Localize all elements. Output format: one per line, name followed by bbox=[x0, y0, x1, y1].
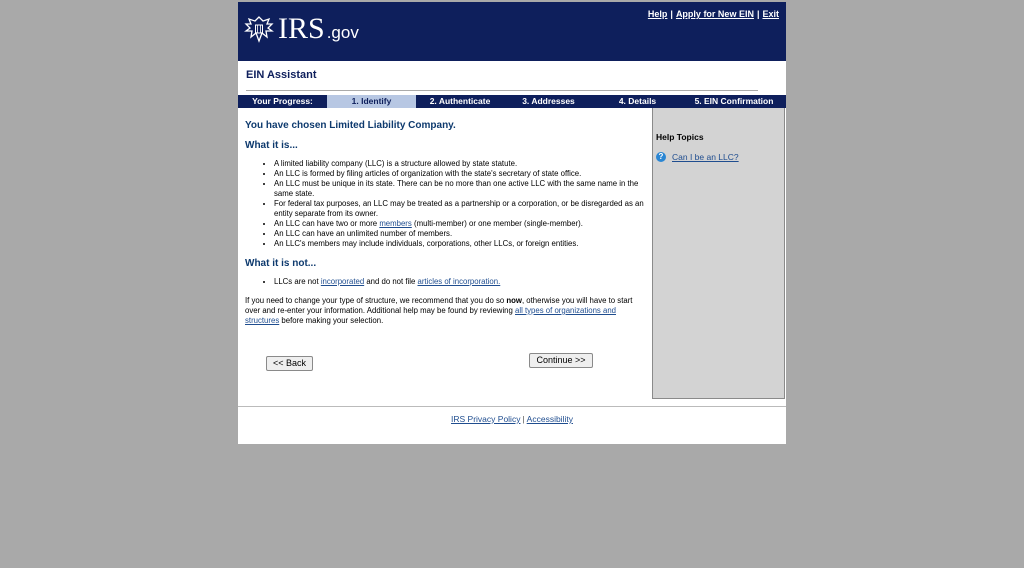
progress-bar bbox=[238, 95, 786, 108]
progress-step-identify: 1. Identify bbox=[327, 95, 416, 108]
main-content bbox=[238, 108, 652, 400]
apply-new-ein-link[interactable]: Apply for New EIN bbox=[675, 9, 754, 19]
eagle-icon bbox=[244, 15, 274, 43]
logo-text: IRS bbox=[278, 12, 325, 45]
paragraph-text: , otherwise you will have to start over and re-enter your information. Additional help may be found by reviewing bbox=[245, 296, 633, 315]
list-item-text: LLCs are not bbox=[274, 277, 321, 286]
progress-step-authenticate: 2. Authenticate bbox=[429, 96, 491, 106]
members-link[interactable]: members bbox=[379, 219, 412, 228]
paragraph-text: If you need to change your type of structure, we recommend that you do so bbox=[245, 296, 507, 305]
link-separator: | bbox=[670, 9, 673, 19]
exit-link[interactable]: Exit bbox=[762, 9, 779, 19]
logo-suffix: .gov bbox=[326, 23, 359, 42]
question-circle-icon: ? bbox=[656, 152, 666, 162]
what-it-is-list bbox=[260, 159, 644, 249]
list-item-text: (multi-member) or one member (single-member). bbox=[411, 219, 583, 228]
what-it-is-not-heading: What it is not... bbox=[245, 258, 317, 269]
paragraph-emphasis: now bbox=[506, 296, 522, 305]
page-heading: You have chosen Limited Liability Company. bbox=[245, 120, 456, 131]
accessibility-link[interactable]: Accessibility bbox=[526, 414, 573, 424]
page-container bbox=[238, 2, 786, 444]
list-item bbox=[274, 277, 644, 287]
what-it-is-heading: What it is... bbox=[245, 140, 298, 151]
what-it-is-not-list bbox=[260, 277, 644, 287]
title-divider bbox=[246, 90, 758, 91]
help-topic-link[interactable]: Can I be an LLC? bbox=[672, 152, 739, 162]
header-banner bbox=[238, 2, 786, 61]
app-title: EIN Assistant bbox=[246, 69, 317, 81]
instruction-paragraph bbox=[245, 296, 647, 326]
list-item bbox=[274, 219, 644, 229]
footer-separator: | bbox=[522, 414, 525, 424]
help-panel bbox=[652, 108, 785, 399]
progress-step-addresses: 3. Addresses bbox=[522, 96, 575, 106]
list-item: • An LLC can have an unlimited number of members. bbox=[274, 229, 644, 239]
privacy-policy-link[interactable]: IRS Privacy Policy bbox=[451, 414, 521, 424]
list-item-text: An LLC can have two or more bbox=[274, 219, 380, 228]
list-item: • An LLC is formed by filing articles of organization with the state's secretary of state office. bbox=[274, 169, 644, 179]
paragraph-text: before making your selection. bbox=[279, 316, 384, 325]
list-item: • A limited liability company (LLC) is a structure allowed by state statute. bbox=[274, 159, 644, 169]
list-item: • For federal tax purposes, an LLC may be treated as a partnership or a corporation, or be disregarded as an entity separate from its owner. bbox=[274, 199, 644, 219]
footer-divider bbox=[238, 406, 786, 407]
footer bbox=[238, 414, 786, 424]
articles-of-incorporation-link[interactable]: articles of incorporation. bbox=[417, 277, 501, 286]
progress-step-details: 4. Details bbox=[618, 96, 657, 106]
continue-button[interactable]: Continue >> bbox=[529, 353, 593, 368]
back-button[interactable]: << Back bbox=[266, 356, 313, 371]
list-item: • An LLC's members may include individuals, corporations, other LLCs, or foreign entities. bbox=[274, 239, 644, 249]
help-topic-item[interactable] bbox=[656, 152, 739, 162]
all-types-link[interactable]: all types of organizations and structures bbox=[245, 306, 617, 325]
incorporated-link[interactable]: incorporated bbox=[320, 277, 365, 286]
progress-label: Your Progress: bbox=[252, 96, 313, 106]
help-link[interactable]: Help bbox=[647, 9, 668, 19]
top-links bbox=[648, 9, 779, 19]
list-item-text: and do not file bbox=[364, 277, 418, 286]
irs-logo[interactable] bbox=[244, 14, 359, 44]
link-separator: | bbox=[756, 9, 760, 19]
help-topics-heading: Help Topics bbox=[656, 132, 704, 142]
progress-step-ein-confirmation: 5. EIN Confirmation bbox=[694, 96, 774, 106]
list-item: • An LLC must be unique in its state. There can be no more than one active LLC with the same name in the same state. bbox=[274, 179, 644, 199]
